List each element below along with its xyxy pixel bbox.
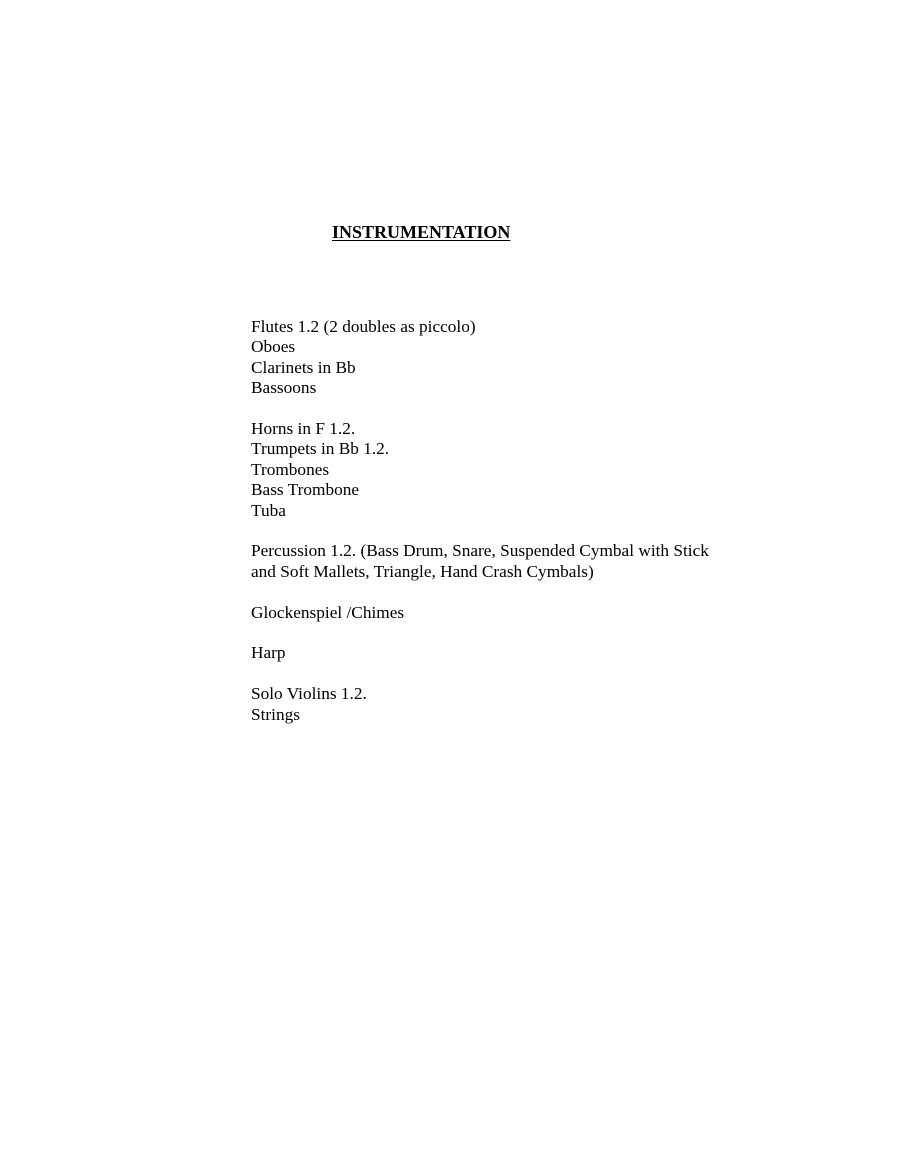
- instrument-line: Harp: [251, 643, 286, 663]
- instrument-line: Horns in F 1.2.: [251, 419, 356, 439]
- instrument-line: Clarinets in Bb: [251, 357, 356, 377]
- harp-group: [251, 643, 811, 663]
- page-title: INSTRUMENTATION: [332, 222, 511, 242]
- brass-group: [251, 419, 811, 521]
- instrument-line: Glockenspiel /Chimes: [251, 602, 405, 622]
- instrument-line: Percussion 1.2. (Bass Drum, Snare, Suspended Cymbal with Stick: [251, 541, 709, 561]
- instrument-line: and Soft Mallets, Triangle, Hand Crash Cymbals): [251, 561, 594, 581]
- instrument-line: Oboes: [251, 337, 296, 357]
- instrument-line: Bass Trombone: [251, 480, 360, 500]
- instrument-line: Trumpets in Bb 1.2.: [251, 439, 390, 459]
- instrument-line: Bassoons: [251, 378, 317, 398]
- instrument-list: [251, 317, 811, 745]
- instrument-line: Solo Violins 1.2.: [251, 684, 367, 704]
- instrument-line: Trombones: [251, 459, 330, 479]
- strings-group: [251, 684, 811, 725]
- instrument-line: Strings: [251, 704, 300, 724]
- instrument-line: Tuba: [251, 500, 286, 520]
- percussion-group: [251, 541, 811, 582]
- keyboard-percussion-group: [251, 603, 811, 623]
- instrument-line: Flutes 1.2 (2 doubles as piccolo): [251, 317, 476, 336]
- woodwinds-group: [251, 317, 811, 399]
